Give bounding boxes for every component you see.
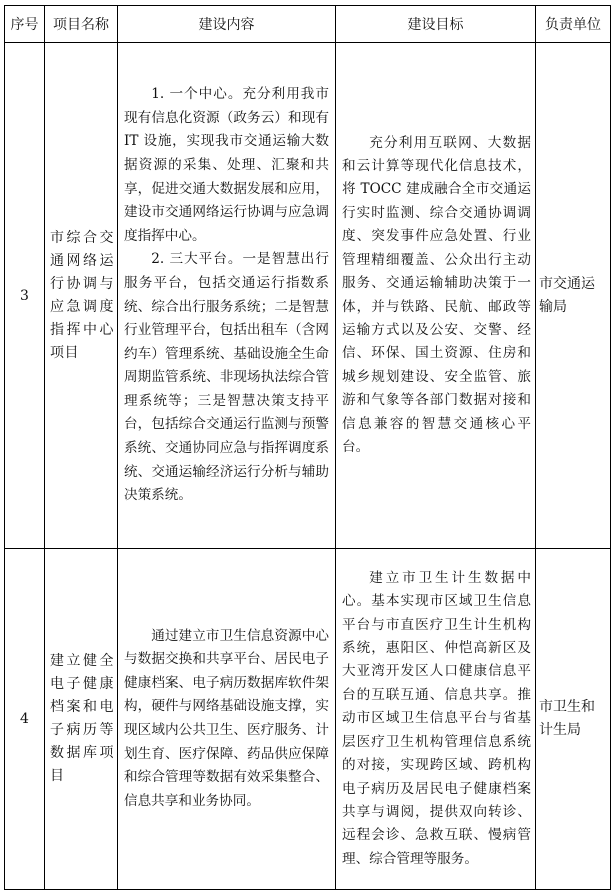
header-number: 序号 (5, 6, 45, 43)
row-number: 3 (5, 43, 45, 549)
construction-content (118, 43, 336, 549)
responsible-unit: 市卫生和计生局 (536, 549, 611, 890)
row-number: 4 (5, 549, 45, 890)
project-table (4, 5, 611, 890)
construction-goal (336, 43, 536, 549)
table-row (5, 549, 611, 890)
header-goal: 建设目标 (336, 6, 536, 43)
construction-goal (336, 549, 536, 890)
responsible-unit: 市交通运输局 (536, 43, 611, 549)
construction-content (118, 549, 336, 890)
content-paragraph: 通过建立市卫生信息资源中心与数据交换和共享平台、居民电子健康档案、电子病历数据库软件架构，硬件与网络基础设施支撑，实现区域内公共卫生、医疗服务、计划生育、医疗保障、药品供应保障和综合管理等数据有效采集整合、信息共享和业务协同。 (124, 627, 329, 809)
goal-paragraph: 充分利用互联网、大数据和云计算等现代化信息技术，将 TOCC 建成融合全市交通运行实时监测、综合交通协调调度、突发事件应急处置、行业管理精细覆盖、公众出行主动服务、交通运输辅助决策于一体，并与铁路、民航、邮政等运输方式以及公安、交警、经信、环保、国土资源、住房和城乡规划建设、安全监管、旅游和气象等各部门数据对接和信息兼容的智慧交通核心平台。 (342, 134, 531, 455)
project-name: 建立健全电子健康档案和电子病历等数据库项目 (45, 549, 118, 890)
content-paragraph: 2. 三大平台。一是智慧出行服务平台，包括交通运行指数系统、综合出行服务系统；二是智慧行业管理平台，包括出租车（含网约车）管理系统、基础设施全生命周期监管系统、非现场执法综合管理系统等；三是智慧决策支持平台，包括综合交通运行监测与预警系统、交通协同应急与指挥调度系统、交通运输经济运行分析与辅助决策系统。 (124, 251, 329, 504)
table-header-row (5, 6, 611, 43)
table-row (5, 43, 611, 549)
goal-paragraph: 建立市卫生计生数据中心。基本实现市区域卫生信息平台与市直医疗卫生计生机构系统，惠阳区、仲恺高新区及大亚湾开发区人口健康信息平台的互联互通、信息共享。推动市区域卫生信息平台与省基层医疗卫生机构管理信息系统的对接，实现跨区域、跨机构电子病历及居民电子健康档案共享与调阅，提供双向转诊、远程会诊、急救互联、慢病管理、综合管理等服务。 (342, 569, 531, 867)
project-name: 市综合交通网络运行协调与应急调度指挥中心项目 (45, 43, 118, 549)
header-content: 建设内容 (118, 6, 336, 43)
header-owner: 负责单位 (536, 6, 611, 43)
header-project-name: 项目名称 (45, 6, 118, 43)
content-paragraph: 1. 一个中心。充分利用我市现有信息化资源（政务云）和现有 IT 设施，实现我市交通运输大数据资源的采集、处理、汇聚和共享，促进交通大数据发展和应用，建设市交通网络运行协调与应急调度指挥中心。 (124, 86, 329, 244)
